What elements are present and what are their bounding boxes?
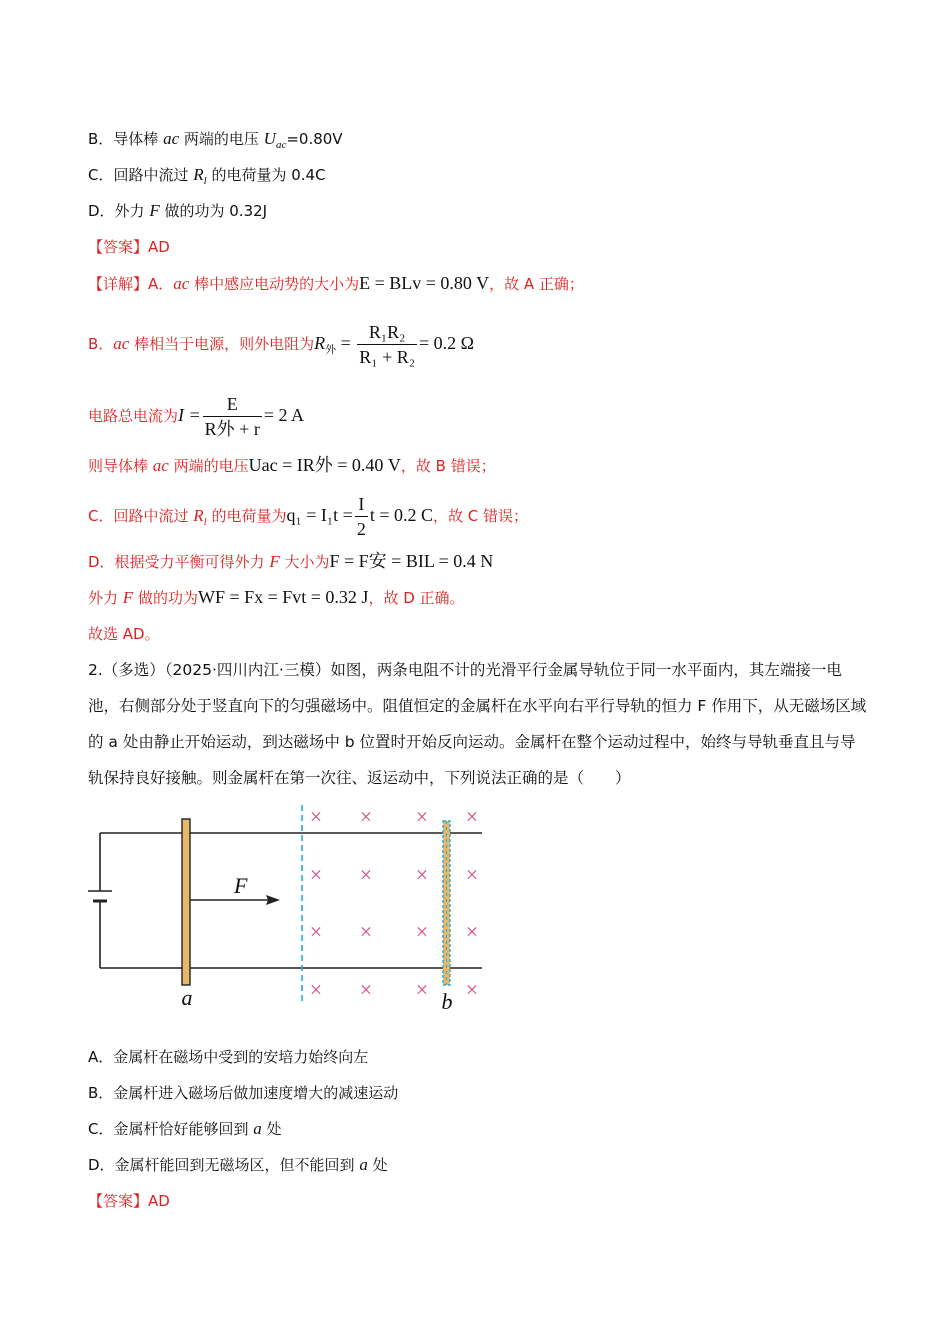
option-c-prev: C．回路中流过 $R_l$ 的电荷量为 0.4C bbox=[88, 165, 326, 187]
formula-external-resistance: $R_外$ = $\frac{\text{R₁R₂}}{\text{R₁ + R₂}}$ = 0.2 Ω bbox=[314, 322, 475, 368]
field-x-mark: × bbox=[309, 862, 323, 887]
field-x-mark: × bbox=[415, 805, 429, 829]
label-a: a bbox=[181, 985, 193, 1010]
formula-voltage: Uac = IR外 = 0.40 V bbox=[248, 455, 401, 475]
field-x-mark: × bbox=[465, 919, 479, 944]
field-x-mark: × bbox=[465, 977, 479, 1002]
field-x-mark: × bbox=[415, 977, 429, 1002]
formula-charge: q₁ = I₁t = $\frac{I}{2}$ t = 0.2 C bbox=[286, 494, 434, 540]
question-2-text: 2.（多选）（2025·四川内江·三模）如图，两条电阻不计的光滑平行金属导轨位于同一水平面内，其左端接一电池，右侧部分处于竖直向下的匀强磁场中。阻值恒定的金属杆在水平向右平行导轨的恒力 F 作用下，从无磁场区域的 a 处由静止开始运动，到达磁场中 b 位置时开始反向运动。金属杆在整个运动过程中，始终与导轨垂直且与导轨保持良好接触。则金属杆在第一次往、返运动中，下列说法正确的是（ ） bbox=[88, 661, 867, 787]
field-x-mark: × bbox=[359, 805, 373, 829]
field-x-mark: × bbox=[309, 805, 323, 829]
battery-icon bbox=[88, 891, 112, 901]
q2-option-b: B．金属杆进入磁场后做加速度增大的减速运动 bbox=[88, 1084, 399, 1102]
force-label: F bbox=[234, 873, 248, 898]
solution-line-2: B．ac 棒相当于电源，则外电阻为$R_外$ = $\frac{\text{R₁R₂}}{\text{R₁ + R₂}}$ = 0.2 Ω bbox=[88, 322, 475, 368]
formula-emf: E = BLv = 0.80 V bbox=[359, 273, 490, 293]
field-x-mark: × bbox=[465, 862, 479, 887]
solution-line-7: 外力 F 做的功为WF = Fx = Fvt = 0.32 J，故 D 正确。 bbox=[88, 587, 465, 607]
solution-line-5: C．回路中流过 $R_l$ 的电荷量为q₁ = I₁t = $\frac{I}{2}$ t = 0.2 C，故 C 错误； bbox=[88, 494, 529, 540]
answer-1: 【答案】AD bbox=[88, 238, 170, 256]
circuit-figure bbox=[80, 805, 500, 1015]
field-x-mark: × bbox=[309, 977, 323, 1002]
field-x-mark: × bbox=[415, 862, 429, 887]
label-b: b bbox=[441, 989, 453, 1014]
field-x-mark: × bbox=[465, 805, 479, 829]
solution-line-1: 【详解】A．ac 棒中感应电动势的大小为E = BLv = 0.80 V，故 A 正确； bbox=[88, 273, 584, 293]
option-b-prev: B．导体棒 ac 两端的电压 $U_{ac}=0.80V$ bbox=[88, 129, 343, 151]
field-x-mark: × bbox=[309, 919, 323, 944]
q2-option-c: C．金属杆恰好能够回到 a 处 bbox=[88, 1119, 282, 1138]
solution-line-4: 则导体棒 ac 两端的电压Uac = IR外 = 0.40 V，故 B 错误； bbox=[88, 455, 496, 475]
solution-line-6: D．根据受力平衡可得外力 F 大小为F = F安 = BIL = 0.4 N bbox=[88, 551, 494, 571]
field-x-mark: × bbox=[359, 977, 373, 1002]
q2-option-a: A．金属杆在磁场中受到的安培力始终向左 bbox=[88, 1048, 369, 1066]
q2-option-d: D．金属杆能回到无磁场区，但不能回到 a 处 bbox=[88, 1155, 388, 1174]
option-d-prev: D．外力 F 做的功为 0.32J bbox=[88, 201, 268, 220]
formula-force: F = F安 = BIL = 0.4 N bbox=[329, 551, 494, 571]
magnetic-field bbox=[310, 805, 478, 1002]
formula-work: WF = Fx = Fvt = 0.32 J bbox=[197, 587, 369, 607]
field-x-mark: × bbox=[359, 919, 373, 944]
field-x-mark: × bbox=[359, 862, 373, 887]
answer-2: 【答案】AD bbox=[88, 1192, 170, 1210]
solution-conclusion: 故选 AD。 bbox=[88, 625, 160, 643]
formula-total-current: I = $\frac{E}{\text{R外 + r}}$ = 2 A bbox=[178, 394, 304, 440]
solution-line-3: 电路总电流为I = $\frac{E}{\text{R外 + r}}$ = 2 A bbox=[88, 394, 304, 440]
field-x-mark: × bbox=[415, 919, 429, 944]
rod-a bbox=[182, 819, 190, 985]
